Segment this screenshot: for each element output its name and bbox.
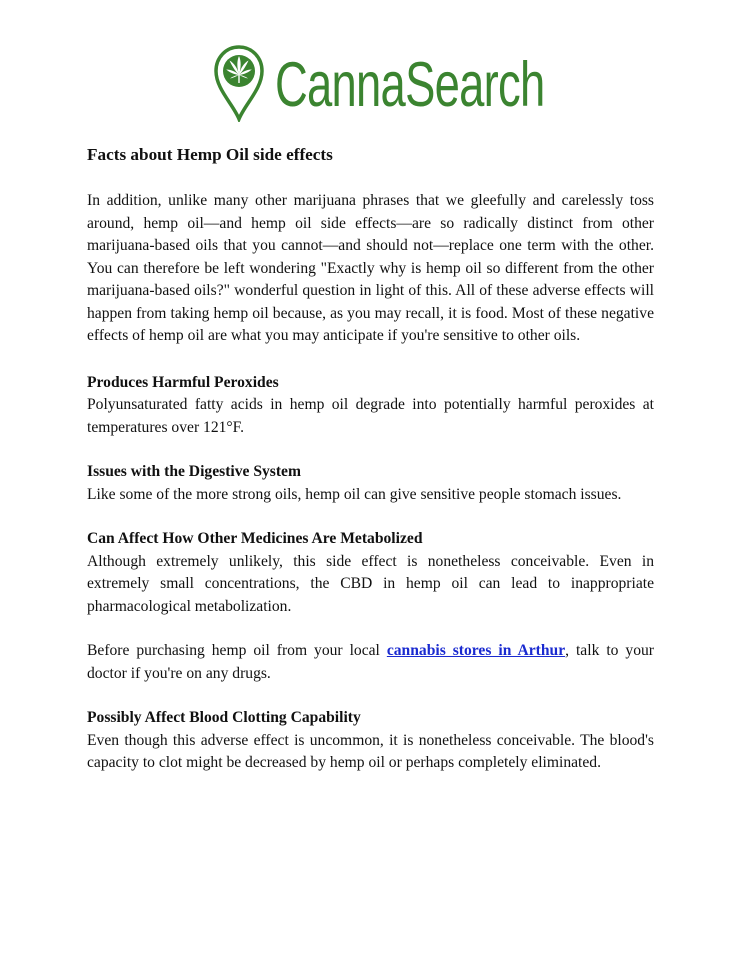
article [87, 144, 654, 797]
intro-paragraph: In addition, unlike many other marijuana phrases that we gleefully and carelessly toss around, hemp oil—and hemp oil side effects—are so radically distinct from other marijuana-based oils that you cannot—and should not—replace one term with the other. You can therefore be left wondering "Exactly why is hemp oil so different from the other marijuana-based oils?" wonderful question in light of this. All of these adverse effects will happen from taking hemp oil because, as you may recall, it is food. Most of these negative effects of hemp oil are what you may anticipate if you're sensitive to other oils. [87, 192, 654, 344]
section-heading: Issues with the Digestive System [87, 463, 301, 480]
note-text-after: , talk to your doctor if you're on any drugs. [87, 642, 654, 682]
section-body: Like some of the more strong oils, hemp oil can give sensitive people stomach issues. [87, 485, 622, 503]
section-digestive [87, 461, 654, 506]
purchase-note [87, 640, 654, 685]
section-blood-clotting [87, 707, 654, 775]
section-heading: Possibly Affect Blood Clotting Capability [87, 709, 361, 726]
section-body: Although extremely unlikely, this side effect is nonetheless conceivable. Even in extremely small concentrations, the CBD in hemp oil can lead to inappropriate pharmacological metabolization. [87, 552, 654, 615]
cannasearch-logo [213, 44, 649, 122]
cannabis-leaf-pin-icon [213, 44, 265, 122]
cannabis-stores-link[interactable]: cannabis stores in Arthur [386, 642, 566, 659]
section-peroxides [87, 372, 654, 440]
page-title: Facts about Hemp Oil side effects [87, 145, 333, 164]
section-heading: Produces Harmful Peroxides [87, 373, 279, 391]
note-text-before: Before purchasing hemp oil from your local [87, 642, 387, 659]
logo-wordmark: CannaSearch [275, 49, 545, 120]
section-body: Polyunsaturated fatty acids in hemp oil degrade into potentially harmful peroxides at temperatures over 121°F. [87, 396, 654, 436]
section-body: Even though this adverse effect is uncommon, it is nonetheless conceivable. The blood's capacity to clot might be decreased by hemp oil or perhaps completely eliminated. [87, 731, 654, 771]
section-heading: Can Affect How Other Medicines Are Metabolized [87, 530, 423, 547]
section-metabolism [87, 528, 654, 618]
